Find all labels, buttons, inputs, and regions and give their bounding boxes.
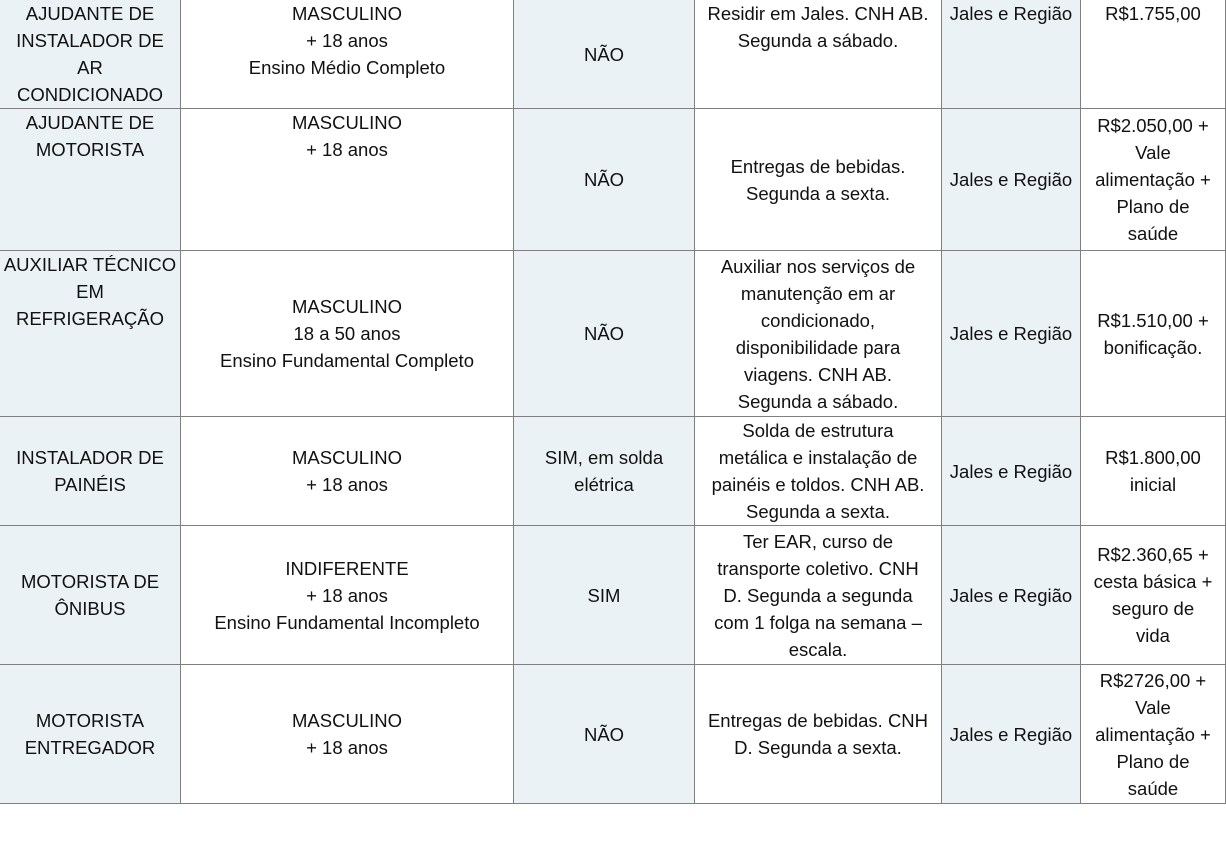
job-requirements-line: Segunda a sábado. [737,30,899,51]
job-title-cell [0,251,181,417]
job-requirements-cell [695,526,942,665]
salary-line: vida [1136,625,1170,646]
job-title-line: AUXILIAR TÉCNICO [3,254,177,275]
job-title-line: MOTORISTA [35,139,145,160]
candidate-profile-line: MASCULINO [292,112,402,133]
candidate-profile-line: Ensino Fundamental Incompleto [214,611,480,633]
candidate-profile-line: + 18 anos [306,474,388,495]
job-title-line: REFRIGERAÇÃO [15,308,165,329]
salary-line: alimentação + [1095,723,1211,745]
job-location-text: Jales e Região [949,584,1073,606]
candidate-profile-line: MASCULINO [292,447,402,468]
job-requirements-line: Segunda a sexta. [746,501,890,522]
salary-line: seguro de [1111,598,1195,619]
salary-cell [1081,665,1226,804]
candidate-profile-line: Ensino Fundamental Completo [219,350,474,371]
salary-line: R$2.360,65 + [1097,544,1209,565]
candidate-profile-line: + 18 anos [306,30,388,51]
job-title-cell [0,109,181,251]
salary-cell [1081,417,1226,526]
job-title-line: MOTORISTA [35,710,145,731]
experience-required-cell [514,665,695,804]
candidate-profile-line: Ensino Médio Completo [248,57,446,78]
job-location-cell [942,526,1081,665]
job-requirements-line: painéis e toldos. CNH AB. [711,474,925,495]
job-title-line: AJUDANTE DE [25,112,155,133]
salary-line: inicial [1129,474,1177,495]
table-row [0,665,1226,804]
salary-line: R$2726,00 + [1099,669,1207,691]
candidate-profile-cell [181,526,514,665]
job-location-text: Jales e Região [949,460,1073,482]
experience-required-line: NÃO [583,723,625,745]
job-title-line: INSTALADOR DE [16,30,164,51]
salary-line: alimentação + [1095,169,1211,190]
candidate-profile-cell [181,109,514,251]
candidate-profile-line: + 18 anos [306,737,388,758]
job-requirements-line: transporte coletivo. CNH [717,557,919,579]
job-location-cell [942,665,1081,804]
salary-cell [1081,109,1226,251]
job-requirements-line: manutenção em ar [740,282,896,304]
salary-line: Plano de [1116,750,1190,772]
candidate-profile-line: + 18 anos [306,584,388,606]
job-title-line: INSTALADOR DE [16,447,164,468]
salary-line: Vale [1135,696,1171,718]
candidate-profile-cell [181,665,514,804]
job-requirements-line: Auxiliar nos serviços de [720,255,916,277]
job-requirements-line: disponibilidade para [735,336,901,358]
experience-required-line: SIM [587,584,621,606]
job-requirements-line: Ter EAR, curso de [742,530,894,552]
table-row [0,251,1226,417]
candidate-profile-line: MASCULINO [292,710,402,731]
table-row [0,109,1226,251]
table-row [0,0,1226,109]
job-requirements-line: viagens. CNH AB. [743,363,893,385]
job-requirements-line: D. Segunda a sexta. [734,737,902,758]
salary-line: R$1.510,00 + [1097,309,1209,331]
job-requirements-cell [695,417,942,526]
experience-required-line: NÃO [583,169,625,190]
salary-line: cesta básica + [1093,571,1213,592]
job-requirements-line: com 1 folga na semana – [714,611,922,633]
salary-line: Vale [1135,142,1171,163]
experience-required-cell [514,109,695,251]
job-title-cell [0,417,181,526]
salary-line: Plano de [1116,196,1190,217]
table-row [0,526,1226,665]
experience-required-line: NÃO [583,323,625,344]
experience-required-cell [514,251,695,417]
candidate-profile-cell [181,417,514,526]
job-title-line: MOTORISTA DE [20,571,160,592]
job-title-line: AR [77,57,103,78]
candidate-profile-line: 18 a 50 anos [293,323,401,344]
job-title-line: AJUDANTE DE [25,3,155,24]
job-location-text: Jales e Região [949,3,1073,24]
salary-line: R$2.050,00 + [1097,115,1209,136]
job-requirements-line: Entregas de bebidas. [730,155,906,177]
candidate-profile-line: INDIFERENTE [285,557,409,579]
candidate-profile-cell [181,0,514,109]
job-requirements-line: metálica e instalação de [718,447,918,468]
job-requirements-cell [695,251,942,417]
experience-required-cell [514,417,695,526]
job-requirements-line: D. Segunda a segunda [723,584,913,606]
job-title-cell [0,0,181,109]
job-title-line: CONDICIONADO [17,84,163,105]
job-location-cell [942,0,1081,109]
job-title-line: EM [76,281,104,302]
job-location-cell [942,251,1081,417]
job-requirements-cell [695,665,942,804]
salary-cell [1081,251,1226,417]
salary-line: saúde [1127,777,1179,799]
candidate-profile-line: + 18 anos [306,139,388,160]
salary-line: R$1.755,00 [1105,3,1201,24]
salary-cell [1081,526,1226,665]
job-location-text: Jales e Região [949,323,1073,344]
job-requirements-line: Entregas de bebidas. CNH [707,710,929,731]
job-title-cell [0,526,181,665]
job-location-cell [942,109,1081,251]
job-requirements-line: escala. [788,638,848,660]
candidate-profile-line: MASCULINO [292,3,402,24]
job-requirements-cell [695,0,942,109]
experience-required-line: SIM, em solda [544,447,664,468]
job-requirements-line: Solda de estrutura [742,420,894,441]
job-title-line: PAINÉIS [54,474,126,495]
salary-cell [1081,0,1226,109]
experience-required-line: NÃO [583,43,625,65]
salary-line: R$1.800,00 [1105,447,1201,468]
job-title-line: ÔNIBUS [54,598,126,619]
job-requirements-cell [695,109,942,251]
job-location-cell [942,417,1081,526]
salary-line: bonificação. [1103,336,1203,358]
salary-line: saúde [1127,223,1179,244]
experience-required-line: elétrica [574,474,634,495]
table-row [0,417,1226,526]
job-location-text: Jales e Região [949,723,1073,745]
job-title-line: ENTREGADOR [24,737,156,758]
job-requirements-line: Residir em Jales. CNH AB. [707,3,929,24]
job-requirements-line: Segunda a sábado. [737,390,899,412]
job-title-cell [0,665,181,804]
job-requirements-line: Segunda a sexta. [746,182,890,204]
experience-required-cell [514,526,695,665]
candidate-profile-line: MASCULINO [292,296,402,317]
job-requirements-line: condicionado, [760,309,876,331]
experience-required-cell [514,0,695,109]
job-location-text: Jales e Região [949,169,1073,190]
candidate-profile-cell [181,251,514,417]
